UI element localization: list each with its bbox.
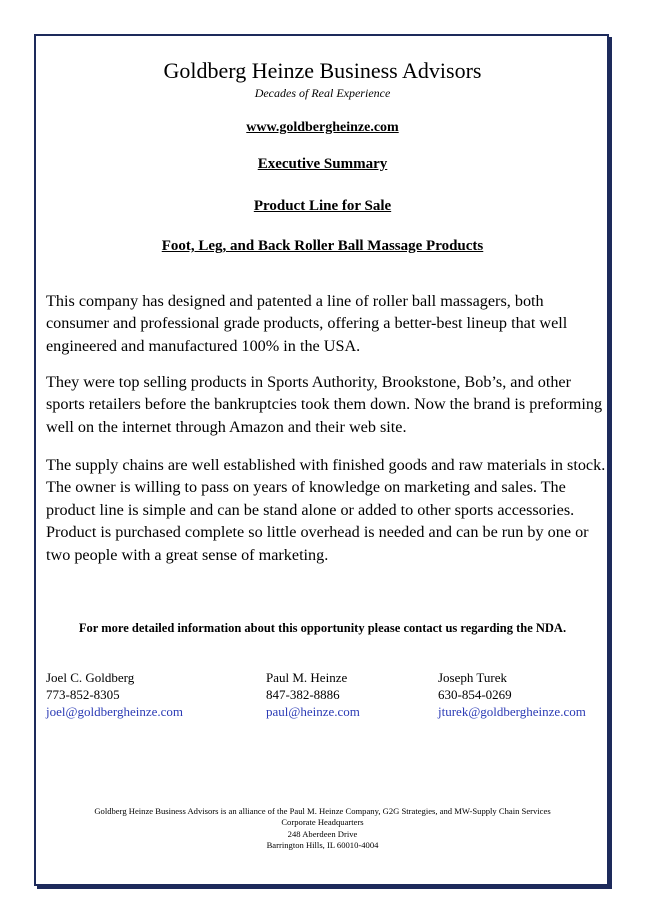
- contact-goldberg: [46, 670, 183, 720]
- contact-note: For more detailed information about this opportunity please contact us regarding the NDA.: [78, 621, 567, 635]
- footer-alliance: Goldberg Heinze Business Advisors is an alliance of the Paul M. Heinze Company, G2G Strategies, and MW-Supply Chain Services: [94, 806, 551, 816]
- contact-name: Joseph Turek: [438, 670, 507, 685]
- heading-executive-summary: Executive Summary: [257, 156, 388, 172]
- heading-product-line: Product Line for Sale: [253, 198, 392, 214]
- contact-email-link[interactable]: paul@heinze.com: [266, 703, 360, 719]
- website-link[interactable]: www.goldbergheinze.com: [246, 120, 399, 135]
- heading-product-name: Foot, Leg, and Back Roller Ball Massage Products: [161, 238, 484, 254]
- contact-name: Paul M. Heinze: [266, 670, 348, 685]
- paragraph-history: They were top selling products in Sports Authority, Brookstone, Bob’s, and other sports retailers before the bankruptcies took them down. Now the brand is preforming well on the internet through Amazon and their web site.: [46, 373, 603, 436]
- footer-city: Barrington Hills, IL 60010-4004: [266, 839, 379, 850]
- tagline: Decades of Real Experience: [254, 86, 391, 100]
- contact-name: Joel C. Goldberg: [46, 670, 135, 685]
- firm-name: Goldberg Heinze Business Advisors: [163, 58, 482, 83]
- contact-heinze: [266, 670, 360, 720]
- contact-turek: [438, 670, 586, 720]
- paragraph-operations: The supply chains are well established with finished goods and raw materials in stock. The owner is willing to pass on years of knowledge on marketing and sales. The product line is simple and can be stand alone or added to other sports accessories. Product is purchased complete so little overhead is needed and can be run by one or two people with a great sense of marketing.: [46, 456, 606, 564]
- contact-email-link[interactable]: joel@goldbergheinze.com: [46, 703, 183, 719]
- contact-email-link[interactable]: jturek@goldbergheinze.com: [438, 703, 586, 719]
- footer-street: 248 Aberdeen Drive: [287, 828, 358, 839]
- contact-phone: 773-852-8305: [46, 686, 120, 702]
- paragraph-overview: This company has designed and patented a line of roller ball massagers, both consumer and professional grade products, offering a better-best lineup that well engineered and manufactured 100% in the USA.: [46, 292, 568, 355]
- footer: [0, 806, 645, 851]
- contact-phone: 630-854-0269: [438, 686, 512, 702]
- contact-phone: 847-382-8886: [266, 686, 340, 702]
- footer-hq-label: Corporate Headquarters: [281, 817, 364, 828]
